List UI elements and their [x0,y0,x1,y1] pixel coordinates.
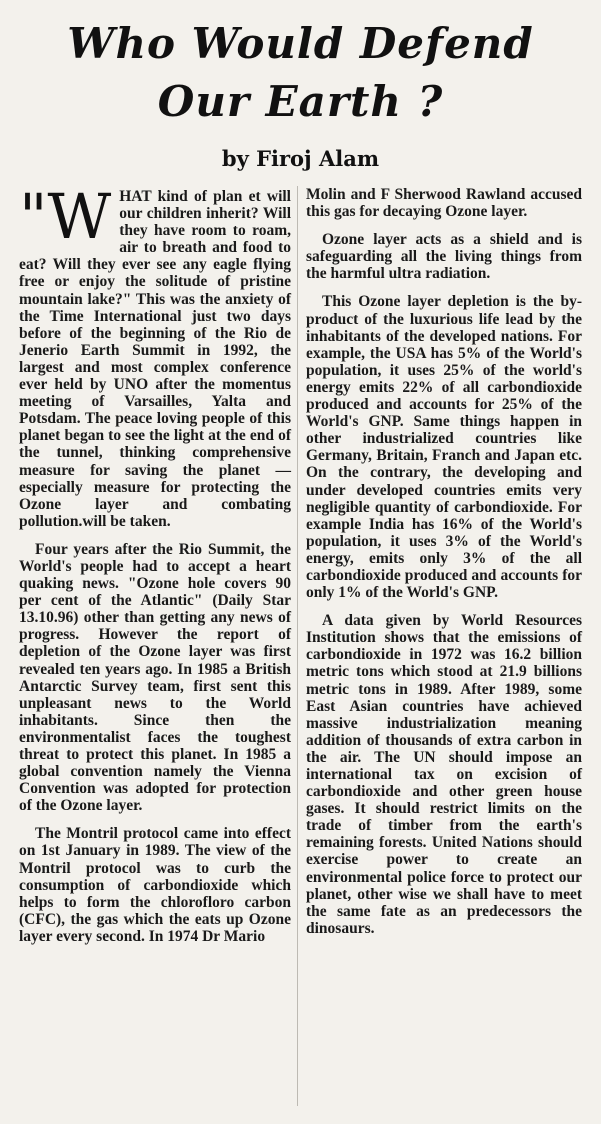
article-column-2 [306,186,582,948]
headline-line-2: Our Earth ? [157,77,444,126]
article-column-1 [19,180,291,956]
paragraph-7: A data given by World Resources Institution shows that the emissions of carbondioxide in 1972 was 16.2 billion metric tons which stood at 21.9 billions metric tons in 1989. After 1989, some East Asian countries have achieved massive industrialization meaning addition of thousands of extra carbon in the air. The UN should impose an international tax on excision of carbondioxide and other green house gases. It should restrict limits on the trade of timber from the earth's remaining forests. United Nations should exercise power to create an environmental police force to protect our planet, other wise we shall have to meet the same fate as an predecessors the dinosaurs. [306,612,582,937]
paragraph-3: The Montril protocol came into effect on 1st January in 1989. The view of the Montril protocol was to curb the consumption of carbondioxide which helps to form the chlorofloro carbon (CFC), the gas which the eats up Ozone layer every second. In 1974 Dr Mario [19,825,291,945]
paragraph-1-text: HAT kind of plan et will our children inherit? Will they have room to roam, air to breath and food to eat? Will they ever see any eagle flying free or enjoy the solitude of pristine mountain lake?" This was the anxiety of the Time International just two days before of the beginning of the Rio de Jenerio Earth Summit in 1992, the largest and most complex conference ever held by UNO after the momentus meeting of Varsailles, Yalta and Potsdam. The peace loving people of this planet began to see the light at the end of the tunnel, thinking comprehensive measure for saving the planet — especially measure for protecting the Ozone layer and combating pollution.will be taken. [19,188,291,530]
paragraph-2: Four years after the Rio Summit, the World's people had to accept a heart quaking news. "Ozone hole covers 90 per cent of the Atlantic" (Daily Star 13.10.96) other than getting any news of progress. However the report of depletion of the Ozone layer was first revealed ten years ago. In 1985 a British Antarctic Survey team, first sent this unpleasant news to the World inhabitants. Since then the environmentalist faces the toughest threat to protect this planet. In 1985 a global convention namely the Vienna Convention was adopted for protection of the Ozone layer. [19,540,291,815]
drop-cap: "W [19,180,112,253]
paragraph-6: This Ozone layer depletion is the by-product of the luxurious life lead by the inhabitants of the developed nations. For example, the USA has 5% of the World's population, it uses 25% of the world's energy emits 22% of all carbondioxide produced and accounts for 25% of the World's GNP. Same things happen in other industrialized countries like Germany, Britain, Franch and Japan etc. On the contrary, the developing and under developed countries emits very negligible quantity of carbondioxide. For example India has 16% of the World's population, it uses 3% of the World's energy, emits only 3% of the all carbondioxide produced and accounts for only 1% of the World's GNP. [306,293,582,602]
paragraph-4: Molin and F Sherwood Rawland accused this gas for decaying Ozone layer. [306,186,582,221]
byline: by Firoj Alam [221,146,380,171]
column-divider [297,186,298,1106]
paragraph-5: Ozone layer acts as a shield and is safeguarding all the living things from the harmful ultra radiation. [306,231,582,283]
paragraph-1 [19,180,291,530]
headline-line-1: Who Would Defend [67,19,534,68]
